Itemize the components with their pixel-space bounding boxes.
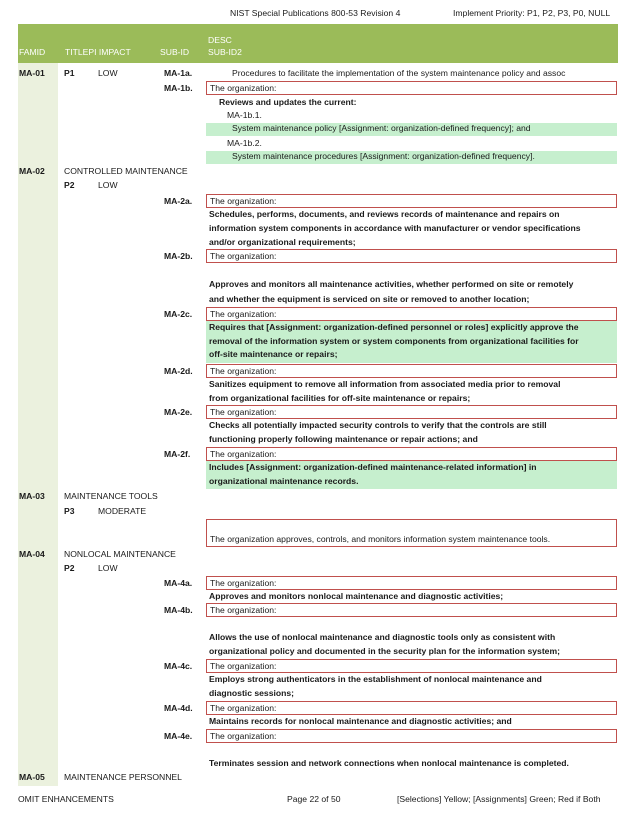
desc-ma1b1: System maintenance policy [Assignment: organization-defined frequency]; and: [206, 123, 617, 136]
col-desc: DESC: [208, 35, 232, 45]
org-ma4c: The organization:: [206, 659, 617, 673]
page-number: Page 22 of 50: [287, 794, 341, 804]
title-ma04: NONLOCAL MAINTENANCE: [64, 549, 176, 559]
famid-gutter: [18, 24, 58, 786]
subid-ma4e: MA-4e.: [164, 731, 193, 741]
subid-ma4a: MA-4a.: [164, 578, 193, 588]
subid-ma1b: MA-1b.: [164, 83, 193, 93]
org-ma4d: The organization:: [206, 701, 617, 715]
subid-ma2a: MA-2a.: [164, 196, 193, 206]
famid-ma02: MA-02: [19, 166, 45, 176]
subid2-ma1b2: MA-1b.2.: [227, 138, 262, 148]
desc-ma4b-2: organizational policy and documented in the security plan for the information system;: [209, 646, 560, 656]
desc-ma2f-1: Includes [Assignment: organization-defined maintenance-related information] in: [209, 462, 537, 472]
impact-ma01: LOW: [98, 68, 118, 78]
desc-ma2c-1: Requires that [Assignment: organization-defined personnel or roles] explicitly approve the: [209, 322, 579, 332]
org-ma4a: The organization:: [206, 576, 617, 590]
desc-ma4c-2: diagnostic sessions;: [209, 688, 295, 698]
famid-ma01: MA-01: [19, 68, 45, 78]
subid2-ma1b1: MA-1b.1.: [227, 110, 262, 120]
subid-ma2c: MA-2c.: [164, 309, 193, 319]
col-subid2: SUB-ID2: [208, 47, 242, 57]
org-ma2d: The organization:: [206, 364, 617, 378]
desc-ma4e-1: Terminates session and network connections when nonlocal maintenance is completed.: [209, 758, 569, 768]
org-ma2b: The organization:: [206, 249, 617, 263]
desc-ma4c-1: Employs strong authenticators in the establishment of nonlocal maintenance and: [209, 674, 542, 684]
famid-ma04: MA-04: [19, 549, 45, 559]
desc-ma4a-1: Approves and monitors nonlocal maintenance and diagnostic activities;: [209, 591, 504, 601]
col-subid: SUB-ID: [160, 47, 190, 57]
desc-ma4d-1: Maintains records for nonlocal maintenance and diagnostic activities; and: [209, 716, 512, 726]
priority-ma04: P2: [64, 563, 75, 573]
desc-ma4b-1: Allows the use of nonlocal maintenance and diagnostic tools only as consistent with: [209, 632, 556, 642]
col-title-impact: TITLEPI IMPACT: [65, 47, 131, 57]
impact-ma03: MODERATE: [98, 506, 147, 516]
org-ma1b: The organization:: [206, 81, 617, 95]
color-legend: [Selections] Yellow; [Assignments] Green; Red if Both: [397, 794, 601, 804]
desc-ma2c-2: removal of the information system or system components from organizational facilities for: [209, 335, 579, 346]
desc-ma2f: [206, 461, 617, 489]
priority-ma03: P3: [64, 506, 75, 516]
org-ma2c: The organization:: [206, 307, 617, 321]
impact-ma02: LOW: [98, 180, 118, 190]
desc-ma2a-1: Schedules, performs, documents, and reviews records of maintenance and repairs on: [209, 209, 560, 219]
desc-ma2f-2: organizational maintenance records.: [209, 475, 359, 486]
desc-ma2b-2: and whether the equipment is serviced on site or removed to another location;: [209, 294, 530, 304]
org-ma2f: The organization:: [206, 447, 617, 461]
desc-ma2e-2: functioning properly following maintenance or repair actions; and: [209, 434, 478, 444]
priority-ma01: P1: [64, 68, 75, 78]
desc-ma2d-2: from organizational facilities for off-site maintenance or repairs;: [209, 393, 471, 403]
priority-legend: Implement Priority: P1, P2, P3, P0, NULL: [453, 8, 611, 18]
org-ma4b: The organization:: [206, 603, 617, 617]
famid-ma05: MA-05: [19, 772, 45, 782]
column-header-bar: [18, 24, 618, 63]
priority-ma02: P2: [64, 180, 75, 190]
publication-title: NIST Special Publications 800-53 Revision 4: [230, 8, 401, 18]
desc-ma03: The organization approves, controls, and monitors information system maintenance tools.: [206, 519, 617, 547]
desc-ma2e-1: Checks all potentially impacted security controls to verify that the controls are still: [209, 420, 547, 430]
desc-ma2c-3: off-site maintenance or repairs;: [209, 349, 338, 360]
subid-ma2f: MA-2f.: [164, 449, 191, 459]
famid-ma03: MA-03: [19, 491, 45, 501]
subid-ma2d: MA-2d.: [164, 366, 193, 376]
subid-ma2e: MA-2e.: [164, 407, 193, 417]
footer-omit-enhancements: OMIT ENHANCEMENTS: [18, 794, 114, 804]
subid-ma1a: MA-1a.: [164, 68, 193, 78]
reviews-ma1b: Reviews and updates the current:: [219, 97, 357, 107]
desc-ma2c: [206, 321, 617, 363]
desc-ma2b-1: Approves and monitors all maintenance activities, whether performed on site or remotely: [209, 279, 574, 289]
org-ma2a: The organization:: [206, 194, 617, 208]
subid-ma2b: MA-2b.: [164, 251, 193, 261]
desc-ma2a-2: information system components in accordance with manufacturer or vendor specifications: [209, 223, 581, 233]
title-ma05: MAINTENANCE PERSONNEL: [64, 772, 182, 782]
impact-ma04: LOW: [98, 563, 118, 573]
subid-ma4d: MA-4d.: [164, 703, 193, 713]
desc-ma1a: Procedures to facilitate the implementation of the system maintenance policy and assoc: [232, 68, 566, 78]
desc-ma1b2: System maintenance procedures [Assignment: organization-defined frequency].: [206, 151, 617, 164]
subid-ma4b: MA-4b.: [164, 605, 193, 615]
desc-ma2d-1: Sanitizes equipment to remove all information from associated media prior to removal: [209, 379, 561, 389]
org-ma2e: The organization:: [206, 405, 617, 419]
title-ma02: CONTROLLED MAINTENANCE: [64, 166, 188, 176]
org-ma4e: The organization:: [206, 729, 617, 743]
title-ma03: MAINTENANCE TOOLS: [64, 491, 158, 501]
subid-ma4c: MA-4c.: [164, 661, 193, 671]
col-famid: FAMID: [19, 47, 46, 57]
desc-ma2a-3: and/or organizational requirements;: [209, 237, 356, 247]
